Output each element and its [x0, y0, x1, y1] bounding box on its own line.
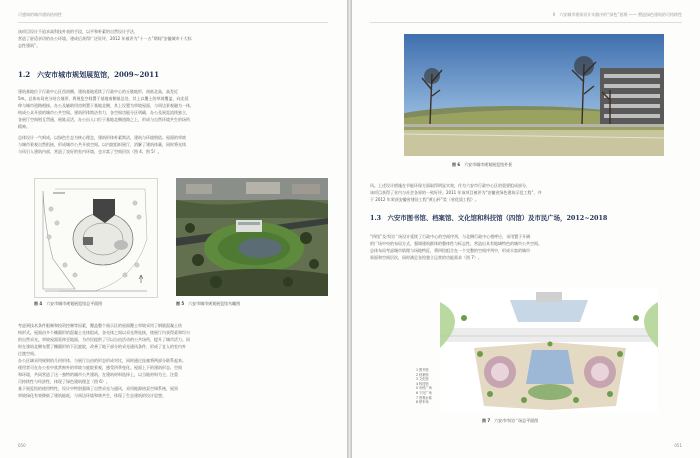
- figure-number: 图 6: [452, 162, 461, 167]
- plan-legend: [416, 368, 440, 405]
- legend-item: 1 图书馆: [416, 368, 429, 372]
- text-line: 时在建筑北侧布置了椭圆形的下沉庭院，改善了地下部分的采光通风条件，形成了宜人的室内外: [18, 344, 186, 349]
- exterior-photo-figure: [404, 34, 664, 156]
- figure-number: 图 4: [34, 301, 43, 306]
- running-head: 可感知的城市建筑结构性: [18, 12, 62, 17]
- text-line: 营造了舒适亲切的办公环境。建成后获得广泛好评，2012 年被评为“十一五”期间“安徽城市十大标: [18, 36, 192, 41]
- legend-item: 2 档案馆: [416, 372, 429, 377]
- text-line: 于 2012 年荣获安徽省建设工程“黄山杯”奖（省优质工程）。: [370, 197, 479, 202]
- text-line: 总体设计一气呵成，以绿色生态为核心理念，建筑形体朴素简洁，建筑与环境相依。屋面的草坡: [18, 135, 186, 140]
- header-rule: [370, 22, 682, 23]
- text-line: 考虑到技术条件限制和投资控制等因素，覆盖整个展示区的屋面覆土草坡采用了钢筋混凝土结: [18, 323, 182, 328]
- figure-caption: [34, 301, 102, 307]
- caption-text: 六安市城市规划展览馆鸟瞰图: [188, 301, 241, 306]
- text-line: 伸与城市道路相接。办公及辅助用房则置于基地北侧，其上设置为草坡屋面，与周边景观融为一体，: [18, 103, 194, 108]
- text-line: 该项目设计不追求高科技外表的手段，以平和朴素的自然设计手法，: [18, 29, 138, 34]
- body-paragraph: [370, 182, 682, 203]
- page-number: 050: [18, 443, 26, 448]
- figure-number: 图 7: [482, 418, 491, 423]
- legend-item: 4 科技馆: [416, 381, 429, 386]
- text-line: 界面和空间层次，同时满足各馆独立运营的功能需求（图 7）。: [370, 255, 482, 260]
- text-line: 和环境，共同营造了这一独特的城市公共建筑。在建筑材料选择上，以当地材料为主，注重: [18, 372, 178, 377]
- body-paragraph: [18, 88, 328, 130]
- text-line: 办公区域采用规则的几何形体，与展厅自由的形态形成对比，同时通过连廊将两部分联系起来。: [18, 358, 186, 363]
- legend-item: 7 景观水系: [416, 395, 432, 400]
- text-line: 该项目获得了业内与社会各界的一致好评。2011 年该项目被评为“安徽省绿色建筑示范工程”，并: [370, 190, 542, 195]
- page-number: 051: [674, 443, 682, 448]
- text-line: 风。上述设计措施在节能环保方面取得明显实效，作为六安市行政中心区的重要组成部分，: [370, 183, 530, 188]
- caption-text: 六安市城市规划展览馆外景: [464, 162, 513, 167]
- text-line: 过渡空间。: [18, 351, 38, 356]
- text-line: 构形式。屋面由多个椭圆形的混凝土壳体组成，各壳体之间以采光带连接，使展厅内获得柔和均匀: [18, 330, 190, 335]
- masterplan-figure: [440, 288, 658, 412]
- caption-text: 六安市城市规划展览馆总平面图: [46, 301, 103, 306]
- legend-item: 3 文化馆: [416, 377, 429, 382]
- right-page: [352, 0, 700, 458]
- running-head: II 六安城市建筑设计实践中的“绿色”思维 —— 塑造绿色建筑的可持续性: [552, 12, 682, 17]
- legend-item: 6 下沉广场: [416, 390, 432, 395]
- text-line: 的广场中央的布局方式，强调建筑群体的整体性与标志性，营造出具有地域特色的城市公共空间。: [370, 241, 542, 246]
- text-line: 建筑基地位于行政中心区西南侧，建筑基地延续了行政中心的丘陵地形，南低北高，高差近: [18, 89, 178, 94]
- text-line: 总体布局考虑城市肌理与场地特征，将四馆组合在一个完整的空间序列中，形成丰富的城市: [370, 248, 530, 253]
- text-line: 与风引入建筑内部，营造了良好的室内环境，也丰富了空间层次（图 4、图 5）。: [18, 149, 162, 154]
- legend-item: 8 停车场: [416, 400, 429, 405]
- site-plan-figure: [34, 178, 158, 298]
- figure-caption: [482, 418, 538, 424]
- text-line: “四馆”及市民广场设计延续了行政中心的空间序列，与北侧行政中心相呼应，采用置于开阔: [370, 234, 531, 239]
- section-heading: 1.3 六安市图书馆、档案馆、文化馆和科技馆（四馆）及市民广场，2012~2018: [370, 214, 608, 222]
- text-line: 可持续性与经济性，体现了绿色建筑理念（图 6）。: [18, 379, 110, 384]
- text-line: 的自然采光。草坡屋面延伸至地面，为市民提供了可以自由活动的公共场所，提升了城市活力。同: [18, 337, 190, 342]
- text-line: 使用者可在办公室中欣赏窗外的草坡与庭院景观，感受四季变化。屋面上下的建筑形态、空间: [18, 365, 182, 370]
- text-line: 精神。: [18, 124, 30, 129]
- figure-number: 图 5: [176, 301, 185, 306]
- text-line: 基于展览馆的使用特性，设计中特别强调了自然采光与通风，采用地源热泵空调系统，屋顶: [18, 386, 178, 391]
- figure-caption: [176, 301, 240, 307]
- header-rule: [18, 22, 328, 23]
- body-paragraph: [370, 233, 682, 261]
- text-line: 与城市景观自然衔接，形成城市公共开放空间。以内院组织展厅，消解了建筑体量，同时将光线: [18, 142, 186, 147]
- figure-caption: [452, 162, 512, 168]
- body-paragraph: [18, 134, 328, 155]
- text-line: 各展厅空间相互贯通，展陈灵活，办公出入口位于基地北侧道路之上，形成与自然环境共生的场所: [18, 117, 190, 122]
- body-paragraph: [18, 322, 328, 399]
- text-line: 5m。总体布局充分结合地形，将展览空间置于基地南侧低洼处，其上以覆土的草坡覆盖，向北延: [18, 96, 189, 101]
- intro-paragraph: [18, 28, 328, 49]
- legend-item: 5 市民广场: [416, 386, 432, 391]
- text-line: 志性建筑”。: [18, 43, 41, 48]
- caption-text: 六安市市民广场总平面图: [494, 418, 539, 423]
- section-heading: 1.2 六安市城市规划展览馆，2009~2011: [18, 70, 160, 79]
- text-line: 构成公众开放的城市公共空间。建筑形体简洁有力，各空间功能分区明确，办公及展览流线独立，: [18, 110, 190, 115]
- left-page: [0, 0, 347, 458]
- text-line: 草坡绿化有效降低了建筑能耗，与周边环境和谐共生，体现了生态建筑的设计思想。: [18, 393, 166, 398]
- aerial-photo-figure: [176, 178, 328, 296]
